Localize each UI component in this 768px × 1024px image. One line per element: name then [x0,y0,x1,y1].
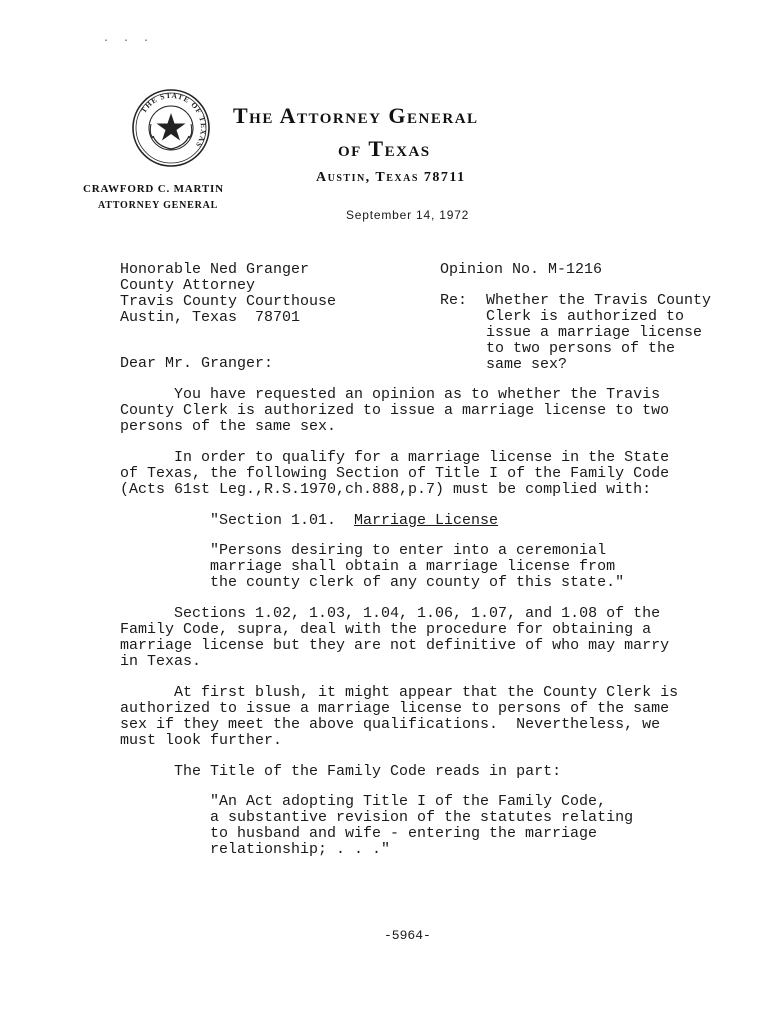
letter-date: September 14, 1972 [346,208,470,222]
quoted-statute [210,543,624,591]
paragraph-line: County Clerk is authorized to issue a marriage license to two [120,402,670,419]
quote-line: marriage shall obtain a marriage license from [210,558,616,575]
paragraph-line: In order to qualify for a marriage license in the State [120,449,670,466]
paragraph-line: marriage license but they are not definitive of who may marry [120,637,670,654]
paragraph-line: in Texas. [120,653,202,670]
opinion-number: Opinion No. M-1216 [440,261,603,278]
quoted-title [210,794,633,858]
body-paragraph [120,387,680,435]
quote-line: a substantive revision of the statutes relating [210,809,634,826]
paragraph-line: The Title of the Family Code reads in part: [120,763,562,780]
paragraph-line: (Acts 61st Leg.,R.S.1970,ch.888,p.7) must be complied with: [120,481,652,498]
addressee-city: Austin, Texas 78701 [120,309,301,326]
re-line: Clerk is authorized to [486,308,685,325]
addressee-block [120,262,336,326]
body-paragraph [120,764,680,780]
re-line: Whether the Travis County [486,292,712,309]
body-paragraph [120,606,680,670]
addressee-building: Travis County Courthouse [120,293,337,310]
paragraph-line: sex if they meet the above qualifications. Nevertheless, we [120,716,661,733]
paragraph-line: Family Code, supra, deal with the procedure for obtaining a [120,621,652,638]
attorney-general-name: CRAWFORD C. MARTIN [83,183,224,195]
letterhead-title: The Attorney General [233,103,479,128]
re-line: same sex? [486,356,568,373]
salutation: Dear Mr. Granger: [120,355,274,372]
scan-marks: · · · [103,36,154,47]
addressee-title: County Attorney [120,277,256,294]
re-label: Re: [440,292,468,309]
addressee-name: Honorable Ned Granger [120,261,310,278]
quote-line: to husband and wife - entering the marriage [210,825,598,842]
letterhead-subtitle: of Texas [338,136,431,161]
quote-line: the county clerk of any county of this state." [210,574,625,591]
quote-line: relationship; . . ." [210,841,391,858]
section-number: "Section 1.01. [210,512,355,529]
svg-text:THE STATE OF TEXAS: THE STATE OF TEXAS [138,90,209,150]
paragraph-line: authorized to issue a marriage license to persons of the same [120,700,670,717]
paragraph-line: At first blush, it might appear that the County Clerk is [120,684,679,701]
paragraph-line: Sections 1.02, 1.03, 1.04, 1.06, 1.07, and 1.08 of the [120,605,661,622]
letterhead-city: Austin, Texas 78711 [316,170,466,185]
attorney-general-title: ATTORNEY GENERAL [98,200,219,211]
quote-line: "An Act adopting Title I of the Family Code, [210,793,607,810]
section-heading [210,513,498,529]
page-number: -5964- [384,928,431,943]
re-line: issue a marriage license [486,324,703,341]
paragraph-line: of Texas, the following Section of Title I of the Family Code [120,465,670,482]
paragraph-line: must look further. [120,732,283,749]
state-seal-icon [131,88,211,168]
section-title: Marriage License [354,512,499,529]
paragraph-line: You have requested an opinion as to whether the Travis [120,386,661,403]
paragraph-line: persons of the same sex. [120,418,337,435]
quote-line: "Persons desiring to enter into a ceremonial [210,542,607,559]
re-subject [486,293,711,373]
body-paragraph [120,450,680,498]
body-paragraph [120,685,680,749]
re-line: to two persons of the [486,340,676,357]
